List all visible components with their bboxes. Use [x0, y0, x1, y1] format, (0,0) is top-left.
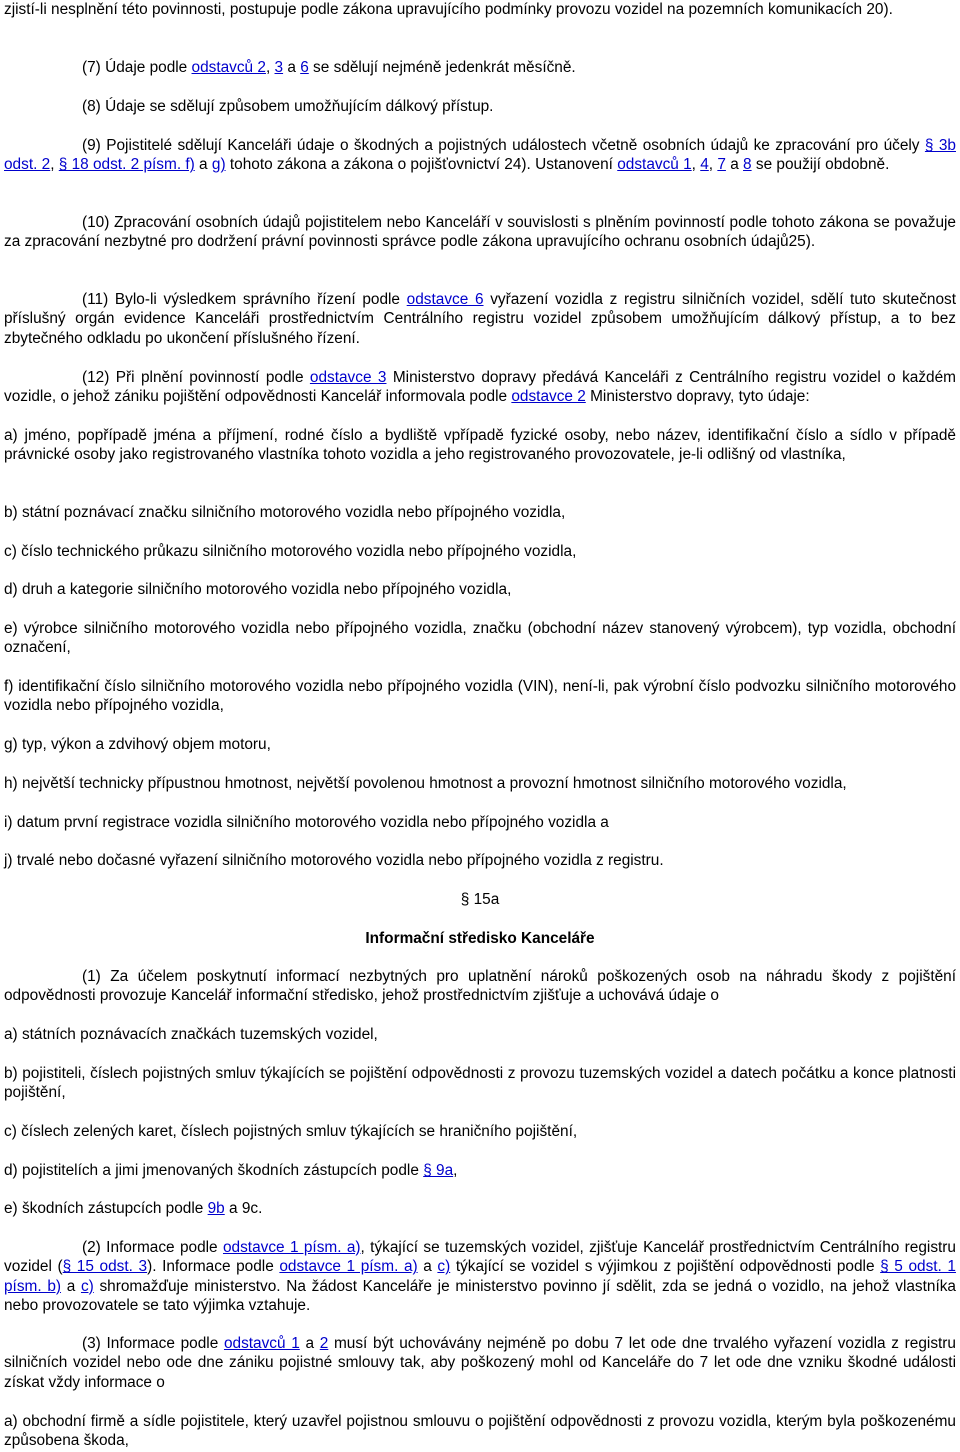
link-odstavce-1-pism-a-2[interactable]: odstavce 1 písm. a): [279, 1258, 418, 1276]
text: ,: [265, 59, 275, 76]
section-paragraph-2: [4, 1238, 956, 1316]
link-9a[interactable]: § 9a: [423, 1162, 454, 1179]
text: e) škodních zástupcích podle: [4, 1200, 208, 1217]
text: ). Informace podle: [147, 1258, 280, 1276]
list-item: f) identifikační číslo silničního motorového vozidla nebo přípojného vozidla (VIN), není-li, pak výrobní číslo podvozku silničního motorového vozidla nebo přípojného vozidla,: [4, 678, 956, 715]
paragraph-10: (10) Zpracování osobních údajů pojistitelem nebo Kanceláří v souvislosti s plněním povinností podle tohoto zákona se považuje za zpracování nezbytné pro dodržení právní povinnosti správce podle zákona upravujícího ochranu osobních údajů25).: [4, 214, 956, 251]
text: (12) Při plnění povinností podle: [82, 369, 310, 386]
link-4[interactable]: 4: [700, 156, 709, 174]
text: (2) Informace podle: [82, 1239, 223, 1256]
text: (9) Pojistitelé sdělují Kanceláři údaje o škodných a pojistných událostech včetně osobních údajů ke zpracování pro účely: [82, 137, 925, 154]
list-item: j) trvalé nebo dočasné vyřazení silničního motorového vozidla nebo přípojného vozidla z registru.: [4, 852, 664, 869]
text: (11) Bylo-li výsledkem správního řízení podle: [82, 291, 407, 308]
link-15-odst-3[interactable]: § 15 odst. 3: [62, 1258, 148, 1276]
text: d) pojistitelích a jimi jmenovaných škodních zástupcích podle: [4, 1162, 424, 1179]
link-odstavce-6[interactable]: odstavce 6: [406, 291, 484, 308]
paragraph-8: (8) Údaje se sdělují způsobem umožňujícím dálkový přístup.: [82, 98, 494, 115]
text: musí být uchovávány nejméně po dobu 7 let ode dne trvalého vyřazení vozidla z registru silničních vozidel nebo ode dne zániku pojistné smlouvy tak, aby poškozený mohl od Kanceláře do 7 let ode dne vzniku škodné události získat vždy informace o: [4, 1335, 956, 1391]
text: ,: [50, 156, 59, 174]
text: ,: [453, 1162, 458, 1179]
text: a: [194, 156, 212, 174]
link-18-odst-2-f[interactable]: § 18 odst. 2 písm. f): [58, 156, 195, 174]
text: se sdělují nejméně jedenkrát měsíčně.: [308, 59, 576, 76]
text: , týkající se tuzemských vozidel, zjišťuje Kancelář prostřednictvím Centrálního registru vozidel (: [4, 1239, 956, 1276]
text: (7) Údaje podle: [82, 59, 192, 76]
text: a 9c.: [224, 1200, 263, 1217]
link-odstavcu-2[interactable]: odstavců 2: [191, 59, 266, 76]
list-item: c) číslech zelených karet, číslech pojistných smluv týkajících se hraničního pojištění,: [4, 1123, 578, 1140]
text: a: [61, 1277, 81, 1295]
paragraph-12: [4, 368, 956, 407]
section-paragraph-1: (1) Za účelem poskytnutí informací nezbytných pro uplatnění nároků poškozených osob na náhradu škody z pojištění odpovědnosti provozuje Kancelář informační středisko, jehož prostřednictvím zjišťuje a uchovává údaje o: [4, 968, 956, 1005]
list-item: [4, 1161, 956, 1180]
link-odstavcu-1[interactable]: odstavců 1: [223, 1335, 300, 1352]
list-item: a) obchodní firmě a sídle pojistitele, který uzavřel pojistnou smlouvu o pojištění odpovědnosti z provozu vozidla, kterým byla poškozenému způsobena škoda,: [4, 1413, 956, 1450]
link-odstavce-3[interactable]: odstavce 3: [309, 369, 387, 386]
link-8[interactable]: 8: [743, 156, 752, 174]
link-6[interactable]: 6: [300, 59, 309, 76]
section-paragraph-3: [4, 1334, 956, 1392]
text: vyřazení vozidla z registru silničních vozidel, sdělí tuto skutečnost příslušný orgán evidence Kanceláři prostřednictvím Centrálního registru vozidel způsobem umožňujícím dálkový přístup, a to bez zbytečného odkladu po ukončení příslušného řízení.: [4, 291, 956, 347]
link-c-2[interactable]: c): [80, 1277, 94, 1295]
list-item: d) druh a kategorie silničního motorového vozidla nebo přípojného vozidla,: [4, 581, 512, 598]
link-odstavce-1-pism-a[interactable]: odstavce 1 písm. a): [222, 1239, 361, 1256]
link-5-odst-1-pism-b[interactable]: § 5 odst. 1 písm. b): [4, 1258, 956, 1295]
list-item: g) typ, výkon a zdvihový objem motoru,: [4, 736, 271, 753]
text: ,: [691, 156, 701, 174]
link-2[interactable]: 2: [319, 1335, 329, 1352]
list-item: b) státní poznávací značku silničního motorového vozidla nebo přípojného vozidla,: [4, 504, 566, 521]
link-3b-odst-2[interactable]: § 3b odst. 2: [4, 137, 956, 174]
paragraph-continuation: zjistí-li nesplnění této povinnosti, postupuje podle zákona upravujícího podmínky provozu vozidel na pozemních komunikacích 20).: [4, 1, 893, 18]
list-item: a) jméno, popřípadě jména a příjmení, rodné číslo a bydliště vpřípadě fyzické osoby, nebo název, identifikační číslo a sídlo v případě právnické osoby jako registrovaného vlastníka tohoto vozidla a jeho registrovaného provozovatele, je-li odlišný od vlastníka,: [4, 427, 956, 464]
text: ,: [708, 156, 718, 174]
text: a: [283, 59, 301, 76]
paragraph-11: [4, 290, 956, 348]
text: tohoto zákona a zákona o pojišťovnictví 24). Ustanovení: [225, 156, 618, 174]
link-odstavce-2[interactable]: odstavce 2: [511, 388, 586, 406]
text: a: [299, 1335, 320, 1352]
link-odstavcu-1[interactable]: odstavců 1: [617, 156, 692, 174]
list-item: h) největší technicky přípustnou hmotnost, největší povolenou hmotnost a provozní hmotnost silničního motorového vozidla,: [4, 775, 847, 792]
list-item: i) datum první registrace vozidla silničního motorového vozidla nebo přípojného vozidla a: [4, 814, 609, 831]
text: a: [725, 156, 744, 174]
link-7[interactable]: 7: [717, 156, 726, 174]
section-number: § 15a: [460, 891, 500, 908]
paragraph-7: [4, 58, 956, 77]
list-item: e) výrobce silničního motorového vozidla nebo přípojného vozidla, značku (obchodní název stanovený výrobcem), typ vozidla, obchodní označení,: [4, 620, 956, 657]
text: Ministerstvo dopravy, tyto údaje:: [585, 388, 810, 406]
text: se použijí obdobně.: [751, 156, 890, 174]
list-item: [4, 1199, 956, 1218]
link-9b[interactable]: 9b: [207, 1200, 225, 1217]
list-item: c) číslo technického průkazu silničního motorového vozidla nebo přípojného vozidla,: [4, 543, 577, 560]
text: (3) Informace podle: [82, 1335, 224, 1352]
list-item: b) pojistiteli, číslech pojistných smluv týkajících se pojištění odpovědnosti z provozu tuzemských vozidel a datech počátku a konce platnosti pojištění,: [4, 1065, 956, 1102]
link-c[interactable]: c): [437, 1258, 451, 1276]
text: a: [417, 1258, 438, 1276]
text: Ministerstvo dopravy předává Kanceláři z Centrálního registru vozidel o každém vozidle, o jehož zániku pojištění odpovědnosti Kancelář informovala podle: [4, 369, 956, 406]
link-g[interactable]: g): [211, 156, 226, 174]
paragraph-9: [4, 136, 956, 175]
section-title: Informační středisko Kanceláře: [365, 930, 595, 947]
link-3[interactable]: 3: [274, 59, 284, 76]
text: týkající se vozidel s výjimkou z pojištění odpovědnosti podle: [450, 1258, 881, 1276]
text: shromažďuje ministerstvo. Na žádost Kanceláře je ministerstvo povinno jí sdělit, zda se jedná o vozidlo, na jehož vlastníka nebo provozovatele se tato výjimka vztahuje.: [4, 1277, 956, 1315]
list-item: a) státních poznávacích značkách tuzemských vozidel,: [4, 1026, 378, 1043]
